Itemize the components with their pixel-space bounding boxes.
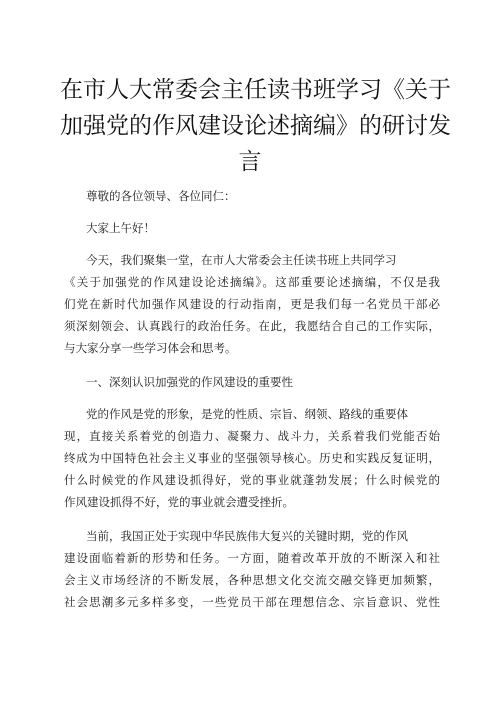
paragraph-1-line: 与大家分享一些学习体会和思考。: [64, 341, 237, 355]
paragraph-3-line: 会主义市场经济的不断发展，各种思想文化交流交融交锋更加频繁，: [64, 573, 440, 587]
paragraph-3-line: 社会思潮多元多样多变，一些党员干部在理想信念、宗旨意识、党性: [64, 595, 440, 609]
paragraph-1-line: 《关于加强党的作风建设论述摘编》。这部重要论述摘编，不仅是我: [64, 275, 440, 289]
paragraph-3-line: 建设面临着新的形势和任务。一方面，随着改革开放的不断深入和社: [64, 551, 440, 565]
hello: 大家上午好！: [86, 221, 155, 235]
document-title: [60, 72, 451, 180]
paragraph-2-line: 作风建设抓得不好，党的事业就会遭受挫折。: [64, 495, 294, 509]
paragraph-2-line: 现，直接关系着党的创造力、凝聚力、战斗力，关系着我们党能否始: [64, 429, 440, 443]
paragraph-1-line: 今天，我们聚集一堂，在市人大常委会主任读书班上共同学习: [86, 253, 397, 267]
paragraph-1-line: 们党在新时代加强作风建设的行动指南，更是我们每一名党员干部必: [64, 297, 440, 311]
greeting: 尊敬的各位领导、各位同仁：: [86, 189, 236, 203]
title-line-2: 加强党的作风建设论述摘编》的研讨发: [60, 113, 451, 139]
paragraph-2-line: 什么时候党的作风建设抓得好，党的事业就蓬勃发展；什么时候党的: [64, 473, 440, 487]
paragraph-2-line: 终成为中国特色社会主义事业的坚强领导核心。历史和实践反复证明，: [64, 451, 440, 465]
paragraph-3-line: 当前，我国正处于实现中华民族伟大复兴的关键时期，党的作风: [86, 529, 408, 543]
paragraph-2-line: 党的作风是党的形象，是党的性质、宗旨、纲领、路线的重要体: [86, 407, 408, 421]
title-line-1: 在市人大常委会主任读书班学习《关于: [60, 77, 451, 103]
section-heading: 一、深刻认识加强党的作风建设的重要性: [86, 375, 293, 389]
paragraph-1-line: 须深刻领会、认真践行的政治任务。在此，我愿结合自己的工作实际，: [64, 319, 440, 333]
title-line-3: 言: [238, 149, 262, 175]
